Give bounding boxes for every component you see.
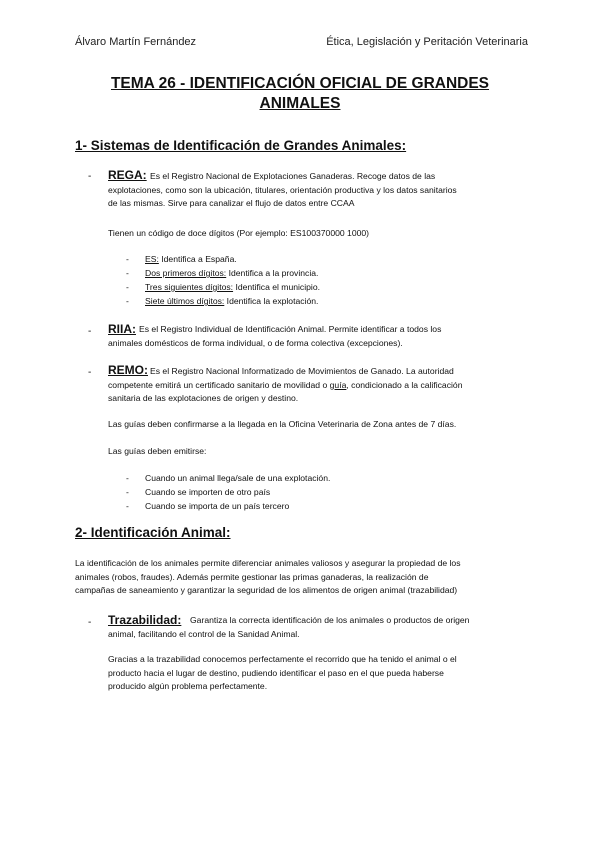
section-2-intro: La identificación de los animales permite diferenciar animales valiosos y asegurar la propiedad de los animales (robos, fraudes). Además permite gestionar las primas ganaderas, la realización de campañas de saneamiento y garantizar la seguridad de los alimentos de origen animal (trazabilidad) xyxy=(75,558,461,596)
bullet-dash: - xyxy=(88,326,92,337)
page-title xyxy=(60,74,540,114)
digit-label-municipality: Tres siguientes dígitos: xyxy=(145,282,234,292)
remo-line-3: sanitaria de las explotaciones de origen y destino. xyxy=(108,393,299,404)
remo-description xyxy=(108,365,462,406)
remo-note-confirm: Las guías deben confirmarse a la llegada en la Oficina Veterinaria de Zona antes de 7 días. xyxy=(108,419,457,429)
trazabilidad-description xyxy=(108,614,469,641)
document-page: Álvaro Martín Fernández Ética, Legislación y Peritación Veterinaria TEMA 26 - IDENTIFICACIÓN OFICIAL DE GRANDES ANIMALES 1- Sistemas de Identificación de Grandes Animales: - REGA: Es el Registro Nacional de Explotaciones Ganaderas. Recoge datos de las explotaciones, como son la ubicación, titulares, orientación productiva y los datos sanitarios de las mismas. Sirve para canalizar el flujo de datos entre CCAA Tienen un código de doce dígitos (Por ejemplo: ES100370000 1000) - ES: Identifica a España. - Dos primeros dígitos: Identifica a la provincia. - Tres siguientes dígitos: Identifica el municipio. - Siete últimos dígitos: Identifica la explotación. - RIIA: Es el Registro Individual de Identificación Animal. Permite identificar a todos los animales domésticos de forma individual, o de forma colectiva (excepciones). - REMO: Es el Registro Nacional Informatizado de Movimientos de Ganado. La autoridad competente emitirá un certificado sanitario de movilidad o guía, condicionado a la calificación sanitaria de las explotaciones de origen y destino. Las guías deben confirmarse a la llegada en la Oficina Veterinaria de Zona antes de 7 días. Las guías deben emitirse: - Cuando un animal llega/sale de una explotación. - Cuando se importen de otro país - Cuando se importa de un país tercero 2- Identificación Animal: La identificación de los animales permite diferenciar animales valiosos y asegurar la propiedad de los animales (robos, fraudes). Además permite gestionar las primas ganaderas, la realización de campañas de saneamiento y garantizar la seguridad de los alimentos de origen animal (trazabilidad) - Trazabilidad: Garantiza la correcta identificación de los animales o productos de origen animal, facilitando el control de la Sanidad Animal. Gracias a la trazabilidad conocemos perfectamente el recorrido que ha tenido el animal o el producto hacia el lugar de destino, pudiendo identificar el paso en el que pueda haberse producido algún problema perfectamente. xyxy=(0,0,600,848)
rega-code-note: Tienen un código de doce dígitos (Por ejemplo: ES100370000 1000) xyxy=(108,228,370,238)
remo-term: REMO: xyxy=(108,363,148,377)
trazabilidad-term: Trazabilidad: xyxy=(108,613,182,627)
remo-line-2: competente emitirá un certificado sanitario de movilidad o guía, condicionado a la calificación xyxy=(108,379,463,390)
page-title-line-1: TEMA 26 - IDENTIFICACIÓN OFICIAL DE GRANDES xyxy=(110,75,490,92)
remo-note-issue: Las guías deben emitirse: xyxy=(108,446,207,456)
rega-line-3: de las mismas. Sirve para canalizar el flujo de datos entre CCAA xyxy=(108,198,355,209)
header-author: Álvaro Martín Fernández xyxy=(75,36,197,48)
rega-line-1: Es el Registro Nacional de Explotaciones Ganaderas. Recoge datos de las xyxy=(150,171,436,181)
remo-line-1: Es el Registro Nacional Informatizado de Movimientos de Ganado. La autoridad xyxy=(150,366,454,376)
section-1-heading: 1- Sistemas de Identificación de Grandes Animales: xyxy=(75,138,407,153)
rega-term: REGA: xyxy=(108,168,147,182)
bullet-dash: - xyxy=(88,617,92,628)
trazabilidad-line-1: Garantiza la correcta identificación de los animales o productos de origen xyxy=(190,615,470,625)
riia-line-2: animales domésticos de forma individual, o de forma colectiva (excepciones). xyxy=(108,337,403,348)
digit-label-es: ES: xyxy=(145,254,159,264)
digit-label-province: Dos primeros dígitos: xyxy=(145,268,227,278)
trazabilidad-detail: Gracias a la trazabilidad conocemos perfectamente el recorrido que ha tenido el animal o el producto hacia el lugar de destino, pudiendo identificar el paso en el que pueda haberse producido algún problema perfectamente. xyxy=(108,654,457,692)
riia-description xyxy=(108,323,441,350)
rega-line-2: explotaciones, como son la ubicación, titulares, orientación productiva y los datos sanitarios xyxy=(108,184,457,195)
rega-description xyxy=(108,170,457,211)
header-subject: Ética, Legislación y Peritación Veterinaria xyxy=(326,36,528,48)
page-title-line-2: ANIMALES xyxy=(259,95,341,112)
bullet-dash: - xyxy=(88,171,92,182)
bullet-dash: - xyxy=(88,367,92,378)
section-2-heading: 2- Identificación Animal: xyxy=(75,525,231,540)
guia-term: guía xyxy=(329,379,347,390)
digit-label-farm: Siete últimos dígitos: xyxy=(145,296,225,306)
riia-line-1: Es el Registro Individual de Identificación Animal. Permite identificar a todos los xyxy=(139,324,442,334)
trazabilidad-line-2: animal, facilitando el control de la Sanidad Animal. xyxy=(108,628,300,639)
riia-term: RIIA: xyxy=(108,322,136,336)
